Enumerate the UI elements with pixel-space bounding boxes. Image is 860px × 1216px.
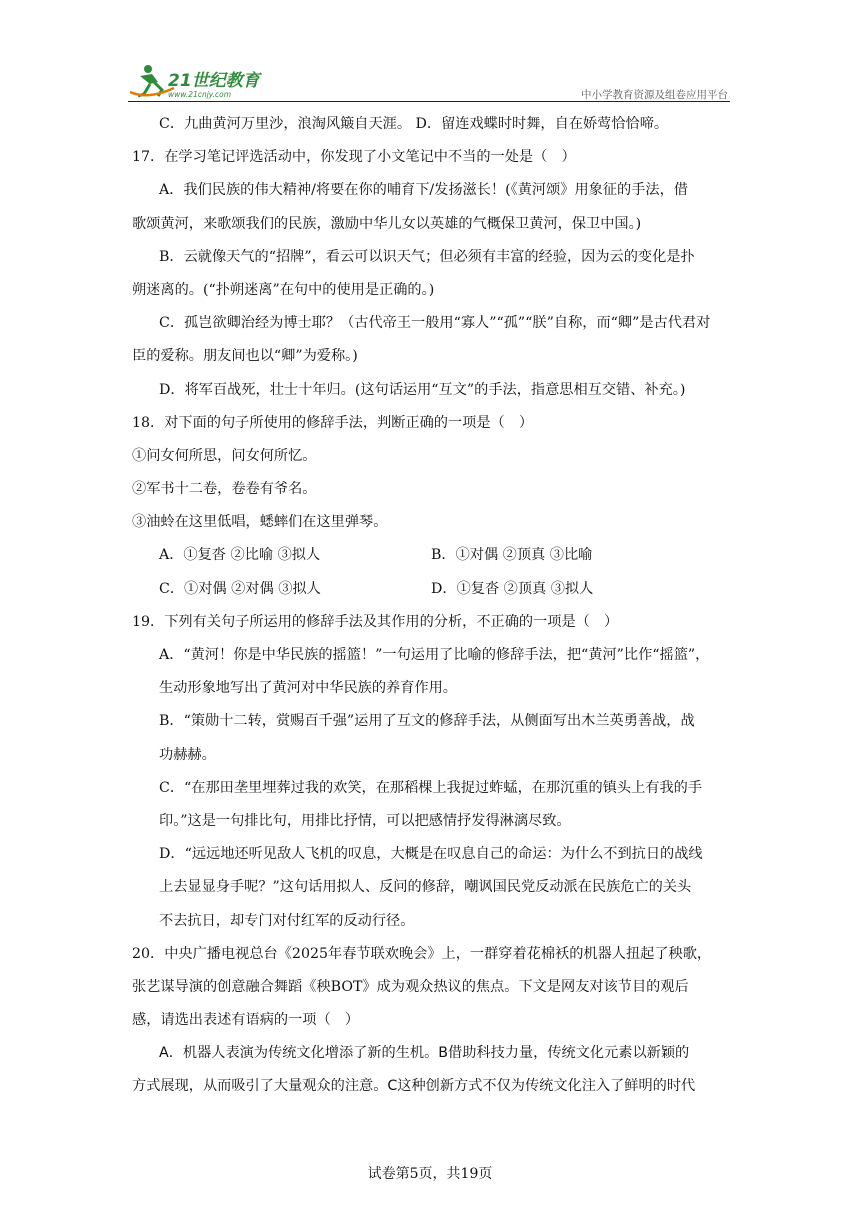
exam-content: [132, 108, 732, 1104]
text-line: A．我们民族的伟大精神/将要在你的哺育下/发扬滋长！(《黄河颂》用象征的手法，借: [159, 182, 688, 199]
site-logo: [128, 62, 278, 100]
option-row: [132, 573, 732, 606]
text-line: B．云就像天气的“招牌”，看云可以识天气；但必须有丰富的经验，因为云的变化是扑: [159, 248, 695, 265]
logo-text: 21世纪教育: [168, 71, 260, 91]
text-line: 功赫赫。: [159, 746, 216, 763]
page-footer: 试卷第5页，共19页: [367, 1166, 493, 1182]
text-line: ①问女何所思，问女何所忆。: [132, 447, 317, 464]
text-line: ②军书十二卷，卷卷有爷名。: [132, 481, 317, 498]
text-line: 朔迷离的。(“扑朔迷离”在句中的使用是正确的。): [132, 281, 435, 298]
text-line: A．机器人表演为传统文化增添了新的生机。B借助科技力量，传统文化元素以新颖的: [159, 1045, 690, 1062]
text-line: C．孤岂欲卿治经为博士耶？（古代帝王一般用“寡人”“孤”“朕”自称，而“卿”是古代君对: [159, 315, 711, 332]
text-line: 上去显显身手呢？”这句话用拟人、反问的修辞，嘲讽国民党反动派在民族危亡的关头: [159, 879, 692, 896]
text-line: 印。”这是一句排比句，用排比抒情，可以把感情抒发得淋漓尽致。: [159, 812, 571, 829]
answer-option: A．①复沓 ②比喻 ③拟人: [159, 547, 321, 564]
text-line: D．将军百战死，壮士十年归。(这句话运用“互文”的手法，指意思相互交错、补充。): [159, 381, 686, 398]
runner-logo-icon: [128, 62, 278, 100]
text-line: ③油蛉在这里低唱，蟋蟀们在这里弹琴。: [132, 514, 388, 531]
text-line: B．“策勋十二转，赏赐百千强”运用了互文的修辞手法，从侧面写出木兰英勇善战，战: [159, 713, 695, 730]
text-line: 方式展现，从而吸引了大量观众的注意。C这种创新方式不仅为传统文化注入了鲜明的时代: [132, 1078, 696, 1095]
text-line: D．“远远地还听见敌人飞机的叹息，大概是在叹息自己的命运：为什么不到抗日的战线: [159, 846, 703, 863]
header-tagline: 中小学教育资源及组卷应用平台: [581, 89, 728, 101]
text-line: 17．在学习笔记评选活动中，你发现了小文笔记中不当的一处是（ ）: [132, 149, 576, 166]
page-header: [128, 62, 730, 102]
option-row: [132, 539, 732, 572]
answer-option: B．①对偶 ②顶真 ③比喻: [431, 547, 593, 564]
text-line: 20．中央广播电视总台《2025年春节联欢晚会》上，一群穿着花棉袄的机器人扭起了秧歌，: [132, 945, 712, 962]
text-line: 张艺谋导演的创意融合舞蹈《秧BOT》成为观众热议的焦点。下文是网友对该节目的观后: [132, 978, 689, 995]
text-line: 感，请选出表述有语病的一项（ ）: [132, 1012, 360, 1029]
text-line: C．“在那田垄里埋葬过我的欢笑，在那稻棵上我捉过蚱蜢，在那沉重的镇头上有我的手: [159, 779, 703, 796]
header-divider: [128, 101, 730, 102]
text-line: 不去抗日，却专门对付红军的反动行径。: [159, 912, 415, 929]
text-line: 18．对下面的句子所使用的修辞手法，判断正确的一项是（ ）: [132, 414, 534, 431]
text-line: 生动形象地写出了黄河对中华民族的养育作用。: [159, 680, 457, 697]
text-line: A．“黄河！你是中华民族的摇篮！”一句运用了比喻的修辞手法，把“黄河”比作“摇篮”，: [159, 647, 710, 663]
text-line: 歌颂黄河，来歌颂我们的民族，激励中华儿女以英雄的气概保卫黄河，保卫中国。): [132, 215, 642, 232]
text-line: 臣的爱称。朋友间也以“卿”为爱称。): [132, 348, 358, 365]
answer-option: D．①复沓 ②顶真 ③拟人: [431, 580, 594, 597]
text-line: C．九曲黄河万里沙，浪淘风簸自天涯。 D．留连戏蝶时时舞，自在娇莺恰恰啼。: [159, 116, 669, 132]
text-line: 19．下列有关句子所运用的修辞手法及其作用的分析，不正确的一项是（ ）: [132, 613, 619, 630]
answer-option: C．①对偶 ②对偶 ③拟人: [159, 580, 321, 597]
logo-url: www.21cnjy.com: [168, 90, 232, 99]
